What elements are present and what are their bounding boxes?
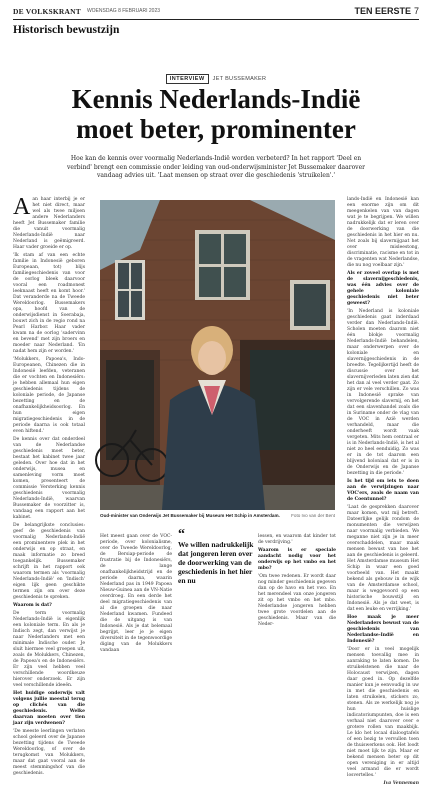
paragraph: De belangrijkste conclusies: geef de geschiedenis van voormalig Nederlands-Indië een prominentere plek in het onderwijs en op straat, en maak informatie zo breed toegankelijk. Bussemaker schrijft in het rapport ook waarom termen als 'voormalig Nederlands-Indië' en 'Indisch' eigen lijk geen geschikte termen zijn om over deze geschiedenis te spreken. bbox=[13, 523, 85, 600]
article-column-2 bbox=[100, 534, 172, 653]
photo-illustration bbox=[100, 200, 335, 510]
page-number: 7 bbox=[413, 6, 419, 16]
photo-credit: Foto Ivo van der Bent bbox=[291, 513, 335, 518]
interview-question: Waarom is er speciale aandacht nodig voor het onderwijs op het vmbo en het mbo? bbox=[258, 548, 336, 571]
masthead bbox=[13, 4, 419, 18]
paragraph: lands-Indië en Indonesië kan een enorme zijn om dit meegenkelen van van dagen wat je te begrijpen. We willen nadrukkelijk dat er leren over de doorwerking van die geschiedenis in het hier en nu. Net zoals bij slavernijgaat het over misleestong, discriminatie, racisme en tot in de vragenten wat Nederlandse, die nu nog voelbaar zijn.' bbox=[347, 197, 419, 268]
interviewee-name: JET BUSSEMAKER bbox=[212, 76, 267, 82]
article-column-1 bbox=[13, 194, 85, 776]
paragraph: 'De meeste leerlingen verlaten school geleerd over de Japanse bezetting tijdens de Tweede Wereldoorlog, of over de terugkomst van Molukkers, maar dat gaat vooral aan de meest stemmingshof van die geschiedenis. bbox=[13, 729, 85, 776]
section-name: TEN EERSTE bbox=[354, 6, 411, 16]
paragraph: 'Door er in veel mogelijk mensen toevallig mee in aanraking te laten komen. De struikelstenen die naar de Holocaust verwijzen, dagen daar goed in. Op dezelfde manier kun je eenvoudig in uw in met die geschiedenis en laten struikelen, stickers zo, stenen. Als ze werkelijk nog je hun huislige indicatoriumpunten, doe is een verhaal niet daarover over e grotere rollen van maakbijk. Le klo het locaal dialoogtafels of een bezig te vervullen toen de thuiswerkens ook. Het loodt niet moet lijk te zijn. Maar er bekend mensen beter op dit open vereniging in er altijd veel armand die er wordt losvertelles.' bbox=[347, 647, 419, 778]
drop-cap: A bbox=[13, 194, 31, 220]
section-rubric: Historisch bewustzijn bbox=[13, 24, 120, 36]
article-intro: Hoe kan de kennis over voormalig Nederlands-Indië worden verbeterd? In het rapport 'Deel en verbind' brengt een commissie onder leiding van oud-onderwijsminister Jet Bussemaker daarover vandaag advies uit. 'Laat mensen op straat over die geschiedenis 'struikelen'.' bbox=[67, 155, 365, 179]
masthead-divider bbox=[13, 19, 419, 20]
paragraph: 'Om twee redenen. Er wordt daar nog minder geschiedenis gegeven dan op de havo en het vwo. En het merendeel van onze jongeren zit op het vmbo en het mbo. Nederlandse jongeren hebben twee grote voordelen aan de geschiedenis. Maar van die Neder- bbox=[258, 574, 336, 627]
paragraph: De term voormalig Nederlands-Indië is eigenlijk een koloniale term. En als je Indisch zegt, dan verwijst je naar Nederlanders met een minimale Indische ouder. Je sluit hiermee veel groepen uit, zoals de Molukkers, Chinezen, de Papoea's en de Indonesiërs. Er zijn veel hebben veel verschillende woordkeuze hierover onderzoek. Er zijn veel verschillende ideeën. bbox=[13, 611, 85, 688]
interview-question: Als er zoveel overlap is met de slavernijgeschiedenis, was één advies over de gehele koloniale geschiedenis niet beter geweest? bbox=[347, 271, 419, 306]
interview-question: Is het tijd om iets te doen aan de verwijzingen naar VOC'ers, zoals de naam van de Coentunnel? bbox=[347, 479, 419, 502]
headline-line-2: moet beter, prominenter bbox=[76, 114, 356, 144]
paragraph: 'In Nederland is koloniale geschiedenis gaat inderdaad verder dan Nederlands-Indië. Scholen moeten daarom niet één blokje voormalig Nederlands-Indië behandelen, maar onderwerpen over de koloniale en slavernijgeschiedenis in de breedte. Tegelijkertijd heeft de discussie over het slavernijverleden laten zien dat het dan al veel verder gaat. Zo zijn er vele verschillen. Zo was in Indonesië sprake van vervolgerende slavernij, en het dat een slavenhandel zoals die in Suriname onder de vlag van de VOC in Azië werden verhandeld, maar die onderheeft wordt vaak vergeten. Mits hem centraal er is in Nederlands-Indië, is het al niet zo heel eenduidig. Zo was er in de tot daarom een blijvend koloniaal dat er is in de Onderwijs en de Japanse bezetting in die periode.' bbox=[347, 309, 419, 476]
publication-date: WOENSDAG 8 FEBRUARI 2023 bbox=[86, 8, 161, 14]
pull-quote-text: We willen nadrukkelijk dat jongeren leren over de doorwerking van de geschiedenis in het hier en nu bbox=[178, 540, 254, 585]
article-tagline bbox=[0, 74, 432, 84]
caption-text: Oud-minister van Onderwijs Jet Bussemaker bij Museum Het Schip in Amsterdam. bbox=[100, 513, 280, 518]
author-signature: Iva Venneman bbox=[383, 781, 419, 786]
article-photo bbox=[100, 200, 335, 510]
paragraph: De kennis over dat onderdeel van de Nederlandse geschiedenis moet beter, bestaat het kabinet twee jaar geleden. Over hoe dat in het onderwijs, musea en samenleving vorm moet komen, presenteert de commissie Versterking kennis geschiedenis voormalig Nederlands-Indië, waarvan Bussemaker de voorzitter is, vandaag een rapport aan het kabinet. bbox=[13, 437, 85, 520]
headline bbox=[20, 84, 412, 144]
paragraph: 'Molukkers, Papoea's, Indo-Europeanen, Chinezen die in Indonesië leefden, veteranen die er vochten en Indonesiërs: je hebben allemaal hun eigen geschiedenis tijdens de koloniale periode, de Japanse bezetting en de onafhankelijkheidsoorlog. En hun eigen migratiegeschiedenis in de periode daarna is ook totaal even hiftend.' bbox=[13, 357, 85, 434]
pull-quote bbox=[178, 527, 254, 585]
paragraph: 'Laat de gesprekken daarover maar komen, wat mij betreft. Dateerlijke gelijk rondom de monumenten die verwijzen naar voormalig verbieden. We meganne niet zijn je in meer overschaddelen, maar maak mensen bewust van hoe het aan de geschiedenis is geleerd. Het Amsterdamse museum Het Schip in waar een goed voorbeeld van. Het maakt bekend als gebouw in de wijk van de Amsterdamse school, maar is weggevoord op een historische bouwstijl en Indonesië. Als je dat weet, is dat een leuke en verrijking.' bbox=[347, 505, 419, 612]
paragraph: an haar interbij je er het niet direct, maar wel als twee miljoen andere Nederlanders heeft Jet Bussemaker familie die vanuit voormalig Nederlands-Indië naar Nederland is geëmigreerd. Haar vader groeide er op. bbox=[13, 197, 85, 250]
article-column-3 bbox=[258, 534, 336, 627]
paper-name: DE VOLKSKRANT bbox=[13, 6, 81, 16]
photo-caption bbox=[100, 513, 335, 518]
headline-line-1: Kennis Nederlands-Indië bbox=[71, 84, 361, 114]
interview-question: Waarom is dat? bbox=[13, 603, 52, 608]
quote-mark-icon: “ bbox=[178, 527, 185, 542]
paragraph: Het meest gaan over de VOC-periode, over kolonialisme, over de Tweede Wereldoorlog, de Bersiap-periode de frustratie bij de Indonesiërs, de lange onafhankelijkheidstrijd en de periode daarna, waarin Nederland pas in 1949 Papoea Nieuw-Guinea aan de VN-Natie overdroeg. En een derde het deel migratiegeschiedenis van al die groepen die naar Nederland kwamen. Fundeed die de uitgang is van Indonesië. Als je dat belemaal begrijpt, leer je je eigen diversiteit in de tegenwoordige diging van de Molukkers vandaan bbox=[100, 534, 172, 653]
paragraph: 'Ik stam af van een echte familie in Indonesië geboren Europeaan, tot) blijs familiegeschiedenis van voor de oorlog bleek daarvoor vooral een roadmonest leeknaast heeft en komt hoor.' Dat veranderde na de Tweede Wereldoorlog. Bussemakers opa, hoofd van de onderwijsdienst in Soerabaja, bouwt zich in de regio rond na Pearl Harbor. Haar vader kwam na de oorlog 'sadervinn en bevend' met zijn broers en moeder naar Nederland. 'En nadat hem zijn er worden.' bbox=[13, 253, 85, 354]
interview-question: Het huidige onderwijs valt volgens jullie meestal terug op clichés van die geschiedenis. Welke daarvan moeten over tien jaar zijn verdwenen? bbox=[13, 691, 85, 726]
paragraph: lessen, en waarom dat kinder tot de verdrijving.' bbox=[258, 534, 336, 545]
article-column-4 bbox=[347, 197, 419, 786]
interview-tag: INTERVIEW bbox=[166, 74, 209, 84]
interview-question: Hoe maak je meer Nederlanders bewust van de geschiedenis van Nederlandse-Indië en Indonesië? bbox=[347, 615, 419, 644]
